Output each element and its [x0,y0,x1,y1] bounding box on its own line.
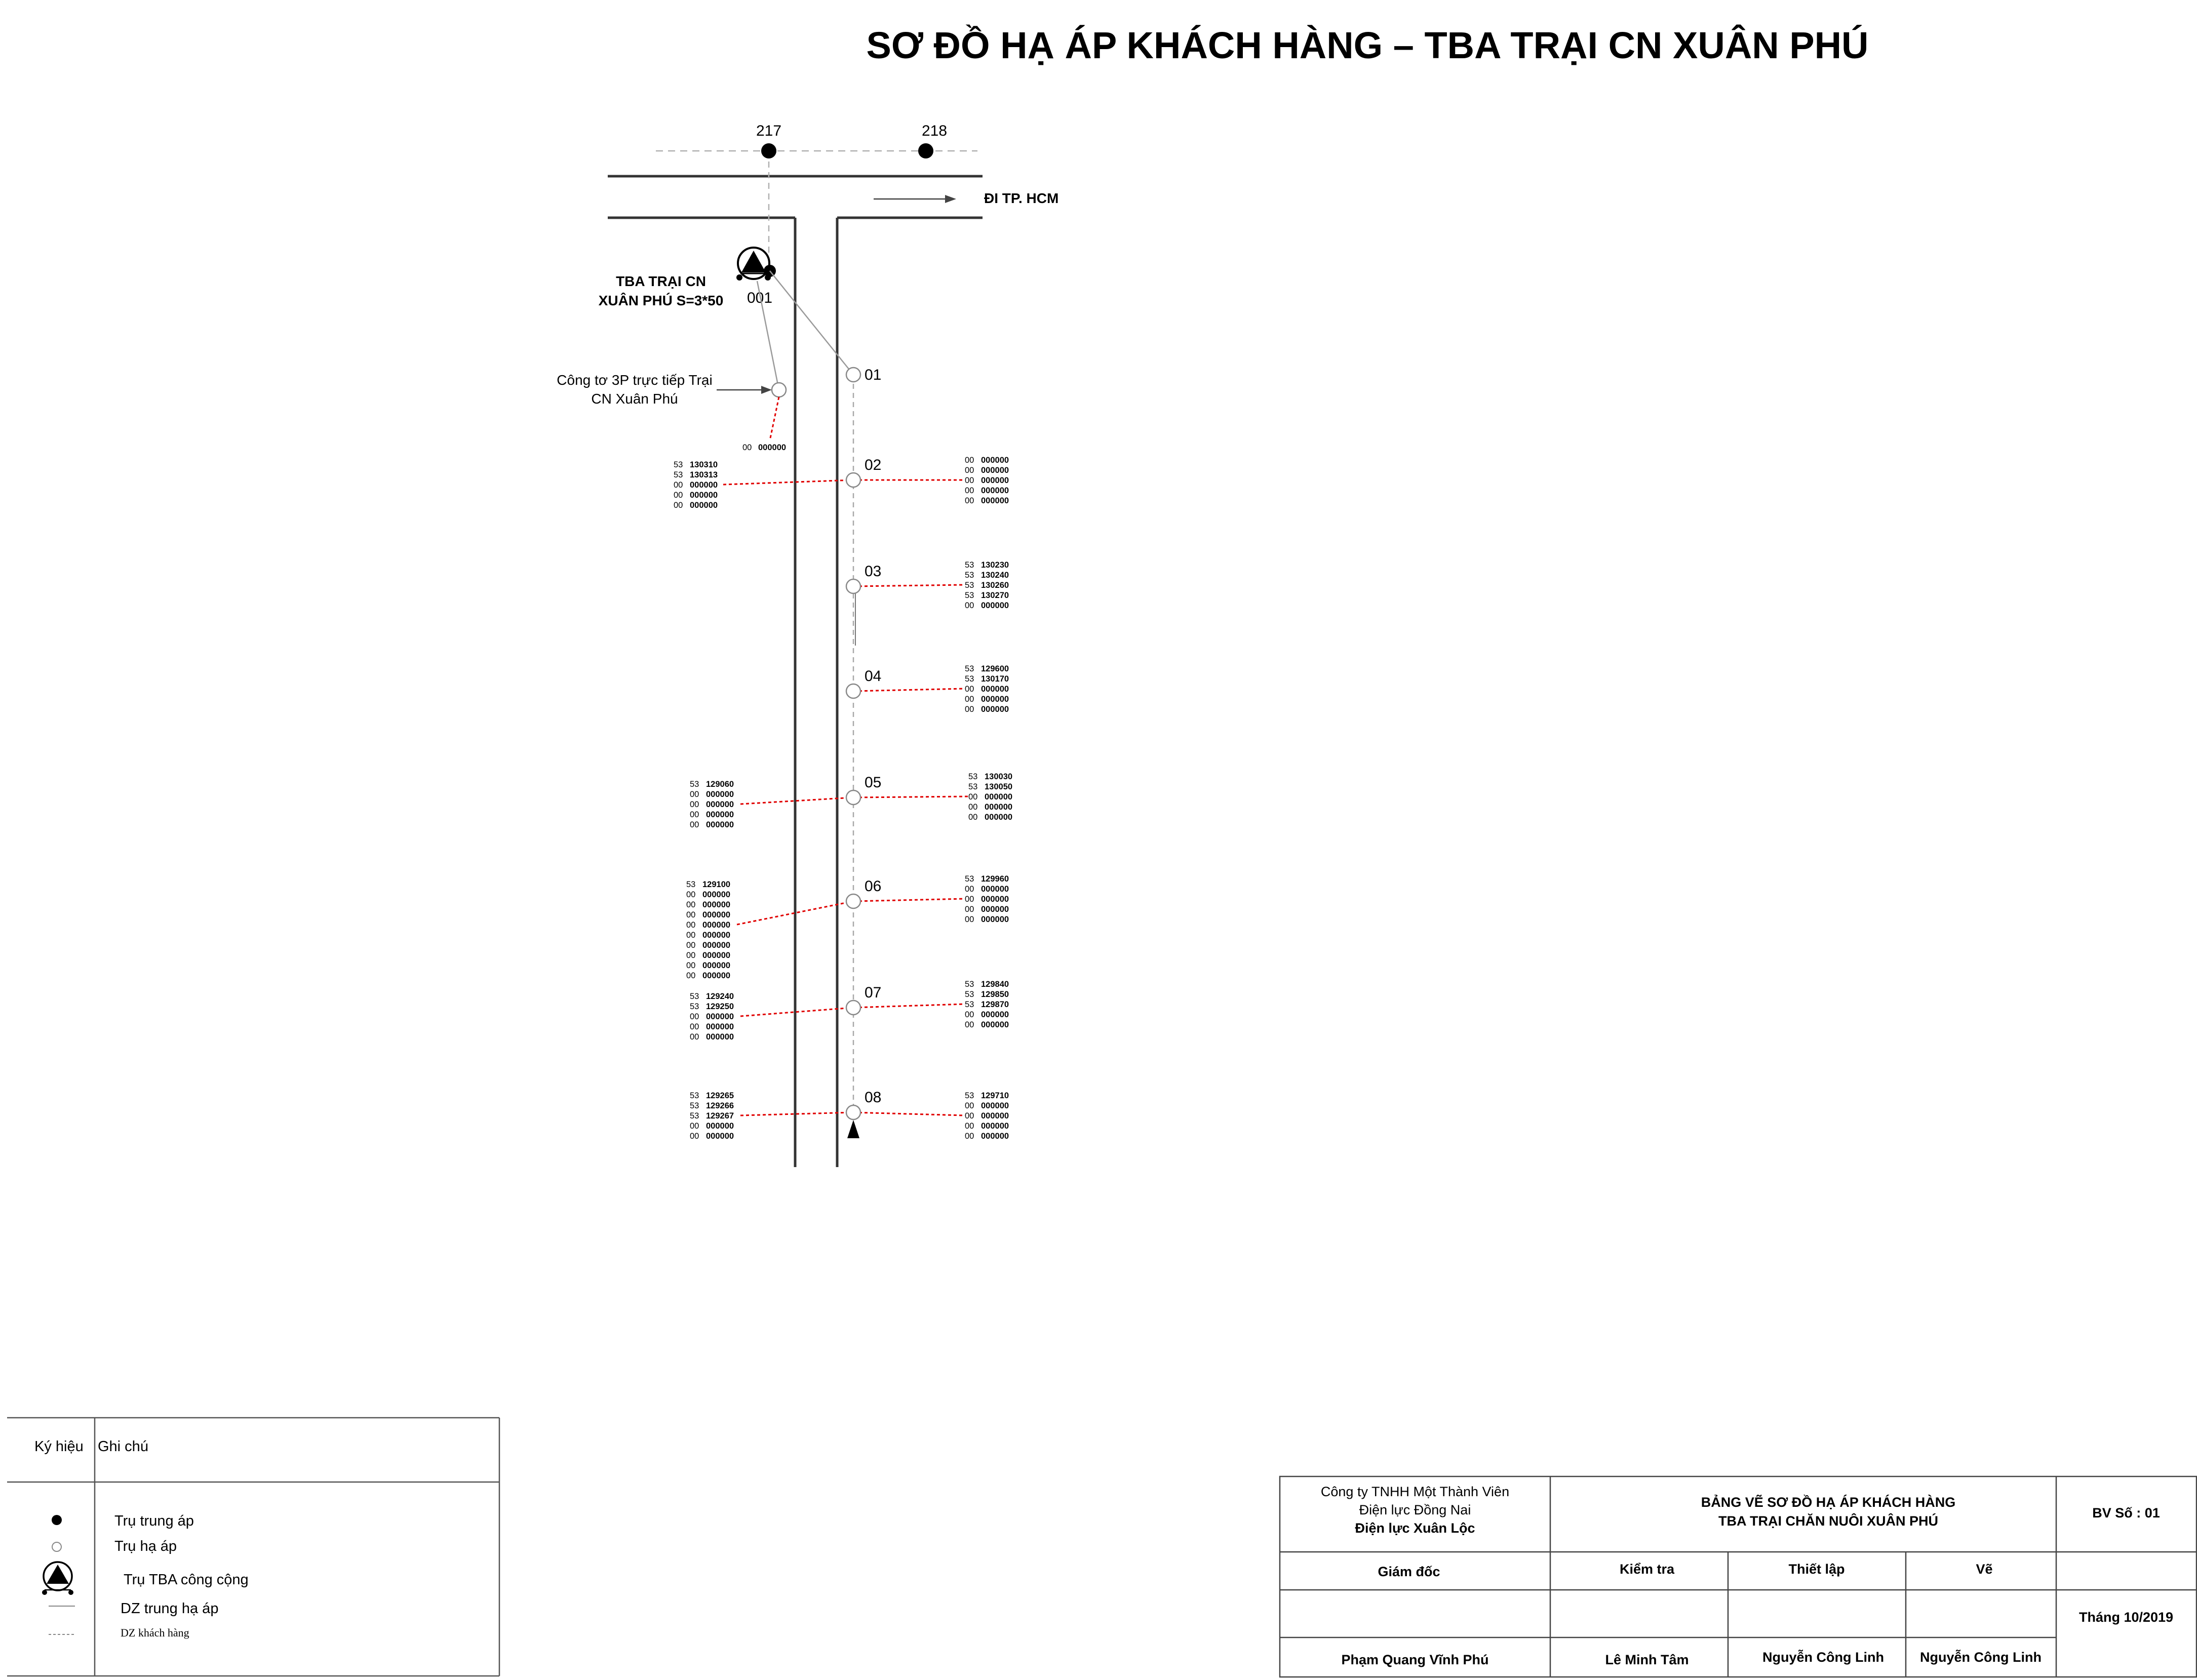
meter-customer-line [770,397,779,441]
customer-code: 129265 [706,1091,734,1100]
legend-label-mv-pole: Trụ trung áp [114,1513,194,1529]
customer-code: 130230 [981,561,1009,570]
customer-prefix: 53 [690,1111,699,1121]
customer-prefix: 00 [965,1010,974,1019]
customer-code: 129870 [981,1000,1009,1009]
customer-prefix: 00 [965,905,974,914]
customer-prefix: 00 [965,466,974,475]
lv-pole-05 [846,790,860,805]
lv-pole-04 [846,684,860,698]
customer-code: 000000 [981,705,1009,714]
customer-line-right [853,899,965,901]
substation-pole-label: 001 [747,290,773,306]
customer-prefix: 00 [965,895,974,904]
customer-prefix: 00 [690,820,699,829]
customer-code: 129100 [702,880,731,889]
customer-prefix: 00 [686,931,696,940]
customer-code: 000000 [981,466,1009,475]
customer-prefix: 00 [965,456,974,465]
customer-prefix: 00 [690,800,699,809]
role-check: Kiểm tra [1619,1562,1675,1577]
customer-code: 000000 [981,1122,1009,1131]
customer-code: 000000 [702,921,731,930]
customer-prefix: 00 [965,486,974,495]
customer-prefix: 00 [686,951,696,960]
lv-pole-02 [846,473,860,487]
legend-header-symbol: Ký hiệu [34,1438,84,1455]
customer-prefix: 00 [690,1132,699,1141]
customer-code: 129840 [981,980,1009,989]
customer-code: 000000 [706,810,734,819]
lv-pole-label: 04 [865,668,882,685]
customer-prefix: 53 [965,990,974,999]
customer-code: 130050 [985,782,1013,791]
customer-code: 000000 [690,491,718,500]
customer-code: 130313 [690,470,718,479]
lv-pole-label: 06 [865,878,882,895]
sheet-number: BV Số : 01 [2092,1505,2160,1521]
customer-prefix: 00 [965,1132,974,1141]
lv-pole-label: 01 [865,367,882,383]
customer-line-right [853,585,965,586]
customer-prefix: 53 [965,664,974,673]
role-setup: Thiết lập [1788,1562,1845,1577]
customer-prefix: 00 [674,501,683,510]
customer-line-right [853,796,968,797]
customer-prefix: 00 [965,496,974,505]
customer-code: 000000 [981,905,1009,914]
name-director: Phạm Quang Vĩnh Phú [1341,1652,1489,1667]
customer-prefix: 00 [965,601,974,610]
name-draw: Nguyễn Công Linh [1920,1650,2042,1665]
customer-code: 000000 [706,1022,734,1031]
direction-label: ĐI TP. HCM [984,190,1059,206]
customer-code: 000000 [981,895,1009,904]
customer-prefix: 00 [686,971,696,980]
legend-header-note: Ghi chú [98,1438,148,1455]
lv-pole-icon [52,1542,61,1551]
role-director: Giám đốc [1378,1564,1440,1579]
customer-prefix: 00 [965,885,974,894]
customer-prefix: 00 [965,705,974,714]
customer-prefix: 53 [690,780,699,789]
customer-prefix: 53 [690,1091,699,1100]
customer-prefix: 00 [965,915,974,924]
customer-code: 000000 [981,601,1009,610]
customer-prefix: 00 [686,910,696,919]
meter-arrow [717,386,772,394]
customer-prefix: 00 [965,1020,974,1029]
customer-prefix: 00 [690,1022,699,1031]
lv-pole-01 [846,368,860,382]
customer-prefix: 53 [690,1002,699,1011]
meter-note-line1: Công tơ 3P trực tiếp Trại [557,372,713,388]
customer-code: 000000 [706,800,734,809]
customer-prefix: 00 [674,491,683,500]
customer-prefix: 53 [686,880,696,889]
customer-code: 000000 [981,486,1009,495]
lv-pole-label: 03 [865,563,882,580]
customer-prefix: 00 [686,890,696,899]
customer-code: 000000 [690,481,718,490]
customer-prefix: 00 [686,961,696,970]
company-line2: Điện lực Đồng Nai [1359,1502,1471,1517]
company-line3: Điện lực Xuân Lộc [1355,1521,1475,1536]
mv-pole-218 [918,143,933,158]
customer-prefix: 53 [965,591,974,600]
customer-code: 000000 [981,1132,1009,1141]
customer-code: 000000 [702,900,731,909]
customer-code: 000000 [706,1012,734,1021]
customer-prefix: 00 [686,941,696,950]
legend-label-mv-lv-line: DZ trung hạ áp [121,1601,219,1617]
customer-prefix: 00 [690,790,699,799]
road [608,176,983,1167]
customer-code: 129850 [981,990,1009,999]
customer-code: 130170 [981,674,1009,684]
customer-code: 000000 [981,695,1009,704]
customer-code: 000000 [702,951,731,960]
company-line1: Công ty TNHH Một Thành Viên [1320,1484,1510,1499]
customer-prefix: 53 [674,460,683,469]
customer-code: 000000 [702,910,731,919]
meter-pole [772,383,786,397]
meter-prefix: 00 [742,443,752,452]
customer-prefix: 00 [690,1032,699,1042]
customer-code: 000000 [985,803,1013,812]
substation-name-line2: XUÂN PHÚ S=3*50 [598,293,724,308]
lv-pole-label: 05 [865,774,882,791]
customer-code: 000000 [985,813,1013,822]
customer-prefix: 53 [965,1000,974,1009]
customer-code: 000000 [981,496,1009,505]
customer-prefix: 00 [965,685,974,694]
customer-code: 000000 [702,931,731,940]
meter-note-line2: CN Xuân Phú [591,391,678,407]
customer-prefix: 53 [965,571,974,580]
legend-label-customer-line: DZ khách hàng [121,1626,189,1639]
mv-pole-icon [52,1515,62,1525]
customer-prefix: 00 [690,810,699,819]
customer-prefix: 00 [968,813,978,822]
customer-code: 000000 [981,915,1009,924]
customer-prefix: 53 [965,674,974,684]
customer-code: 130030 [985,772,1013,781]
customer-code: 000000 [706,1032,734,1042]
meter-code: 000000 [758,443,787,452]
customer-code: 129266 [706,1101,734,1110]
customer-code: 000000 [985,792,1013,802]
drawing-title-line1: BẢNG VẼ SƠ ĐỒ HẠ ÁP KHÁCH HÀNG [1701,1495,1956,1510]
lv-pole-08 [846,1105,860,1119]
customer-code: 129250 [706,1002,734,1011]
customer-prefix: 53 [965,874,974,884]
drawing-title-line2: TBA TRẠI CHĂN NUÔI XUÂN PHÚ [1718,1513,1938,1529]
end-arrow-icon [847,1120,859,1138]
customer-code: 000000 [981,456,1009,465]
customer-code: 129600 [981,664,1009,673]
mv-pole-217 [761,143,776,158]
customer-prefix: 00 [965,695,974,704]
lv-pole-06 [846,894,860,908]
name-setup: Nguyễn Công Linh [1762,1650,1884,1665]
mv-pole-217-label: 217 [756,123,782,139]
customer-prefix: 53 [965,581,974,590]
customer-prefix: 00 [690,1012,699,1021]
customer-code: 129960 [981,874,1009,884]
customer-line-right [853,1112,965,1115]
customer-code: 000000 [706,790,734,799]
customer-code: 000000 [690,501,718,510]
customer-code: 129710 [981,1091,1009,1100]
customer-prefix: 00 [965,1111,974,1121]
customer-code: 130240 [981,571,1009,580]
direction-arrow [874,195,956,203]
customer-prefix: 00 [686,921,696,930]
customer-prefix: 53 [965,561,974,570]
diagram-title: SƠ ĐỒ HẠ ÁP KHÁCH HÀNG – TBA TRẠI CN XUÂN PHÚ [866,24,1869,66]
customer-prefix: 53 [965,980,974,989]
substation-name-line1: TBA TRẠI CN [616,273,706,289]
legend-label-lv-pole: Trụ hạ áp [114,1538,177,1554]
lv-pole-label: 08 [865,1089,882,1106]
substation-icon [736,248,776,281]
lv-pole-07 [846,1001,860,1015]
lv-pole-label: 02 [865,457,882,473]
customer-code: 000000 [706,1122,734,1131]
customer-code: 000000 [702,890,731,899]
customer-code: 000000 [981,1010,1009,1019]
lv-pole-03 [846,579,860,593]
drawing-date: Tháng 10/2019 [2078,1610,2174,1625]
substation-icon [42,1562,73,1595]
customer-prefix: 53 [690,992,699,1001]
customer-code: 000000 [981,1101,1009,1110]
customer-code: 130310 [690,460,718,469]
lv-lines [757,271,853,390]
customer-prefix: 00 [965,1122,974,1131]
customer-line-right [853,689,965,691]
role-draw: Vẽ [1976,1562,1993,1577]
mv-pole-218-label: 218 [921,123,948,139]
customer-code: 129267 [706,1111,734,1121]
customer-line-left [723,480,853,485]
customer-code: 130260 [981,581,1009,590]
lv-pole-label: 07 [865,984,882,1001]
customer-code: 000000 [981,1111,1009,1121]
customer-code: 000000 [981,1020,1009,1029]
customer-code: 000000 [702,961,731,970]
customer-code: 000000 [706,820,734,829]
name-check: Lê Minh Tâm [1605,1652,1689,1667]
legend-label-substation: Trụ TBA công cộng [124,1572,249,1588]
customer-prefix: 00 [674,481,683,490]
customer-code: 000000 [981,885,1009,894]
customer-line-right [853,1004,965,1008]
customer-code: 129060 [706,780,734,789]
customer-prefix: 00 [690,1122,699,1131]
customer-prefix: 53 [968,782,978,791]
customer-code: 000000 [706,1132,734,1141]
customer-prefix: 00 [686,900,696,909]
customer-prefix: 53 [690,1101,699,1110]
customer-prefix: 53 [968,772,978,781]
customer-prefix: 00 [968,803,978,812]
customer-prefix: 00 [968,792,978,802]
customer-code: 130270 [981,591,1009,600]
customer-code: 000000 [981,476,1009,485]
customer-prefix: 53 [674,470,683,479]
customer-code: 129240 [706,992,734,1001]
customer-prefix: 53 [965,1091,974,1100]
customer-prefix: 00 [965,1101,974,1110]
customer-code: 000000 [702,971,731,980]
legend [7,1418,499,1676]
customer-code: 000000 [981,685,1009,694]
customer-code: 000000 [702,941,731,950]
customer-prefix: 00 [965,476,974,485]
